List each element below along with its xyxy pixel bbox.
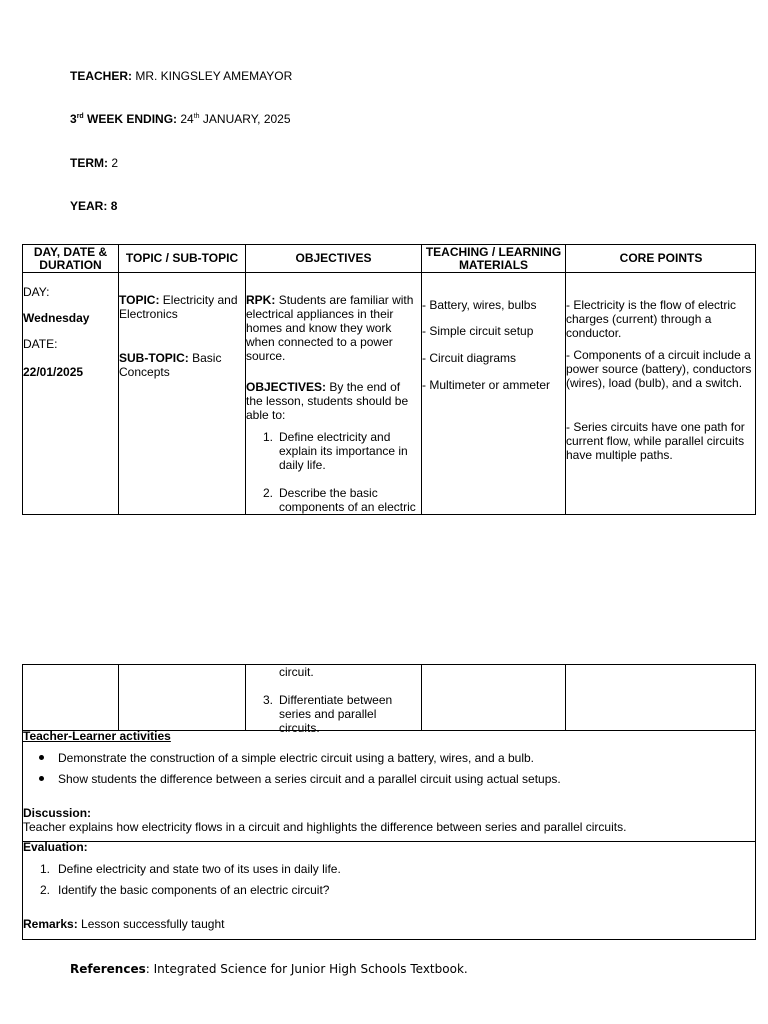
date-value: 22/01/2025 bbox=[23, 365, 84, 379]
objectives-label: OBJECTIVES: bbox=[246, 380, 327, 394]
header-materials: TEACHING / LEARNING MATERIALS bbox=[425, 244, 562, 272]
header-objectives: OBJECTIVES bbox=[295, 251, 372, 265]
evaluation-number: 2. bbox=[40, 883, 51, 897]
week-number-suffix: rd bbox=[76, 113, 84, 120]
year-value: 8 bbox=[110, 199, 118, 213]
material-item: - Multimeter or ammeter bbox=[422, 378, 551, 392]
core-point: - Electricity is the flow of electric charges (current) through a conductor. bbox=[566, 298, 737, 340]
objective-text: Define electricity and explain its importance in daily life. bbox=[279, 430, 408, 472]
lesson-plan-table bbox=[22, 244, 756, 515]
evaluation-label: Evaluation: bbox=[23, 840, 88, 854]
term-line bbox=[70, 156, 118, 170]
header-day-date-duration: DAY, DATE & DURATION bbox=[33, 244, 108, 272]
remarks-label: Remarks: bbox=[23, 917, 78, 931]
objective-number: 1. bbox=[262, 430, 273, 444]
term-value: 2 bbox=[111, 156, 119, 170]
bullet-icon bbox=[39, 776, 44, 781]
objective-text: Describe the basic components of an electric bbox=[279, 486, 416, 514]
column-divider bbox=[118, 665, 119, 730]
day-label: DAY: bbox=[23, 285, 50, 299]
term-label: TERM: bbox=[70, 156, 108, 170]
objective-text: circuit. bbox=[279, 665, 314, 679]
activity-text: Show students the difference between a series circuit and a parallel circuit using actual setups. bbox=[58, 772, 561, 786]
year-label: YEAR: bbox=[70, 199, 108, 213]
teacher-name: MR. KINGSLEY AMEMAYOR bbox=[135, 69, 293, 83]
rpk bbox=[246, 293, 420, 363]
objective-text: Differentiate between series and parallel circuits. bbox=[279, 693, 393, 735]
core-point: - Series circuits have one path for current flow, while parallel circuits have multiple paths. bbox=[566, 420, 745, 462]
objectives-list-part2 bbox=[259, 665, 424, 735]
rpk-label: RPK: bbox=[246, 293, 276, 307]
row-divider bbox=[23, 841, 755, 842]
week-ending-date: JANUARY, 2025 bbox=[202, 112, 291, 126]
discussion-text: Teacher explains how electricity flows in a circuit and highlights the difference between series and parallel circuits. bbox=[23, 820, 627, 834]
week-ending-day: 24 bbox=[180, 112, 194, 126]
day-value: Wednesday bbox=[23, 311, 90, 325]
bullet-icon bbox=[39, 755, 44, 760]
activity-text: Demonstrate the construction of a simple electric circuit using a battery, wires, and a bulb. bbox=[58, 751, 534, 765]
teacher-label: TEACHER: bbox=[70, 69, 132, 83]
references-text: : Integrated Science for Junior High Schools Textbook. bbox=[145, 962, 468, 976]
objectives-intro bbox=[246, 380, 420, 422]
subtopic-value: Basic Concepts bbox=[119, 351, 222, 379]
remarks bbox=[23, 917, 224, 931]
core-point: - Components of a circuit include a power source (battery), conductors (wires), load (bulb), and a switch. bbox=[566, 348, 752, 390]
activity-item bbox=[39, 772, 561, 786]
week-ending-label: WEEK ENDING: bbox=[87, 112, 178, 126]
column-divider bbox=[245, 665, 246, 730]
subtopic-label: SUB-TOPIC: bbox=[119, 351, 189, 365]
column-divider bbox=[118, 245, 119, 514]
references bbox=[70, 962, 468, 976]
objectives-list-part1 bbox=[259, 430, 424, 515]
year-line bbox=[70, 199, 117, 213]
topic bbox=[119, 293, 243, 321]
evaluation-item bbox=[40, 862, 341, 876]
topic-label: TOPIC: bbox=[119, 293, 160, 307]
material-item: - Simple circuit setup bbox=[422, 324, 534, 338]
evaluation-text: Identify the basic components of an electric circuit? bbox=[58, 883, 330, 897]
week-number: 3 bbox=[70, 112, 77, 126]
header-topic: TOPIC / SUB-TOPIC bbox=[125, 251, 239, 265]
objectives-intro-text: By the end of the lesson, students should be able to: bbox=[246, 380, 409, 422]
activities-title: Teacher-Learner activities bbox=[23, 729, 171, 743]
evaluation-item bbox=[40, 883, 329, 897]
references-label: References bbox=[70, 962, 146, 976]
rpk-text: Students are familiar with electrical appliances in their homes and know they work when connected to a power source. bbox=[246, 293, 414, 363]
objective-number: 2. bbox=[262, 486, 273, 500]
column-divider bbox=[565, 665, 566, 730]
objective-number: 3. bbox=[262, 693, 273, 707]
week-ending-line bbox=[70, 112, 291, 126]
topic-value: Electricity and Electronics bbox=[119, 293, 238, 321]
date-label: DATE: bbox=[23, 337, 58, 351]
remarks-text: Lesson successfully taught bbox=[81, 917, 225, 931]
teacher-line bbox=[70, 69, 292, 83]
header-core-points: CORE POINTS bbox=[619, 251, 703, 265]
week-ending-day-suffix: th bbox=[193, 113, 200, 120]
lesson-plan-table-continued bbox=[22, 664, 756, 940]
evaluation-number: 1. bbox=[40, 862, 51, 876]
activity-item bbox=[39, 751, 534, 765]
evaluation-text: Define electricity and state two of its uses in daily life. bbox=[58, 862, 341, 876]
discussion-label: Discussion: bbox=[23, 806, 92, 820]
subtopic bbox=[119, 351, 243, 379]
material-item: - Battery, wires, bulbs bbox=[422, 298, 537, 312]
header-row-divider bbox=[23, 272, 755, 273]
material-item: - Circuit diagrams bbox=[422, 351, 517, 365]
